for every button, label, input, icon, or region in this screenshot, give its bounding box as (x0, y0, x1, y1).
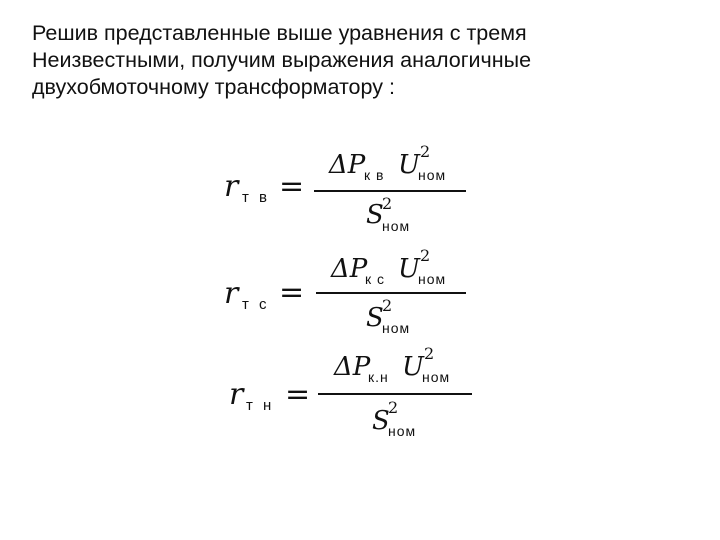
lhs-subscript: т с (242, 296, 270, 313)
lhs-subscript: т в (242, 189, 271, 206)
intro-line-1: Решив представленные выше уравнения с тремя (32, 21, 527, 45)
lhs-subscript: т н (246, 397, 275, 414)
numerator-p-subscript: к с (365, 271, 386, 287)
u-variable: U (402, 352, 424, 382)
denominator-s-subscript: ном (388, 423, 417, 439)
delta-p: ΔP (331, 254, 368, 284)
numerator-u (402, 354, 424, 380)
lhs-variable: r (229, 377, 244, 412)
denominator-s-superscript: 2 (388, 398, 399, 417)
u-variable: U (398, 254, 420, 284)
fraction-bar (318, 393, 472, 395)
lhs-variable: r (224, 276, 239, 311)
intro-line-2: Неизвестными, получим выражения аналогичные (32, 48, 532, 72)
u-variable: U (398, 150, 420, 180)
equals-sign: = (279, 275, 305, 310)
numerator-p-subscript: к в (364, 167, 385, 183)
numerator-u-superscript: 2 (420, 246, 431, 265)
numerator-u-subscript: ном (418, 167, 447, 183)
lhs-variable: r (224, 169, 239, 204)
numerator-delta-p (334, 354, 370, 380)
s-variable: S (366, 200, 384, 230)
numerator-u-subscript: ном (418, 271, 447, 287)
numerator-u-superscript: 2 (420, 142, 431, 161)
numerator-u-subscript: ном (422, 369, 451, 385)
numerator-u-superscript: 2 (424, 344, 435, 363)
s-variable: S (366, 303, 384, 333)
denominator-s-superscript: 2 (382, 194, 393, 213)
delta-p: ΔP (334, 352, 371, 382)
s-variable: S (372, 406, 390, 436)
denominator-s-subscript: ном (382, 320, 411, 336)
equals-sign: = (285, 377, 311, 412)
intro-line-3: двухобмоточному трансформатору : (32, 75, 395, 99)
equals-sign: = (279, 169, 305, 204)
denominator-s-superscript: 2 (382, 296, 393, 315)
delta-p: ΔP (329, 150, 366, 180)
numerator-p-subscript: к.н (368, 369, 389, 385)
denominator-s-subscript: ном (382, 218, 411, 234)
